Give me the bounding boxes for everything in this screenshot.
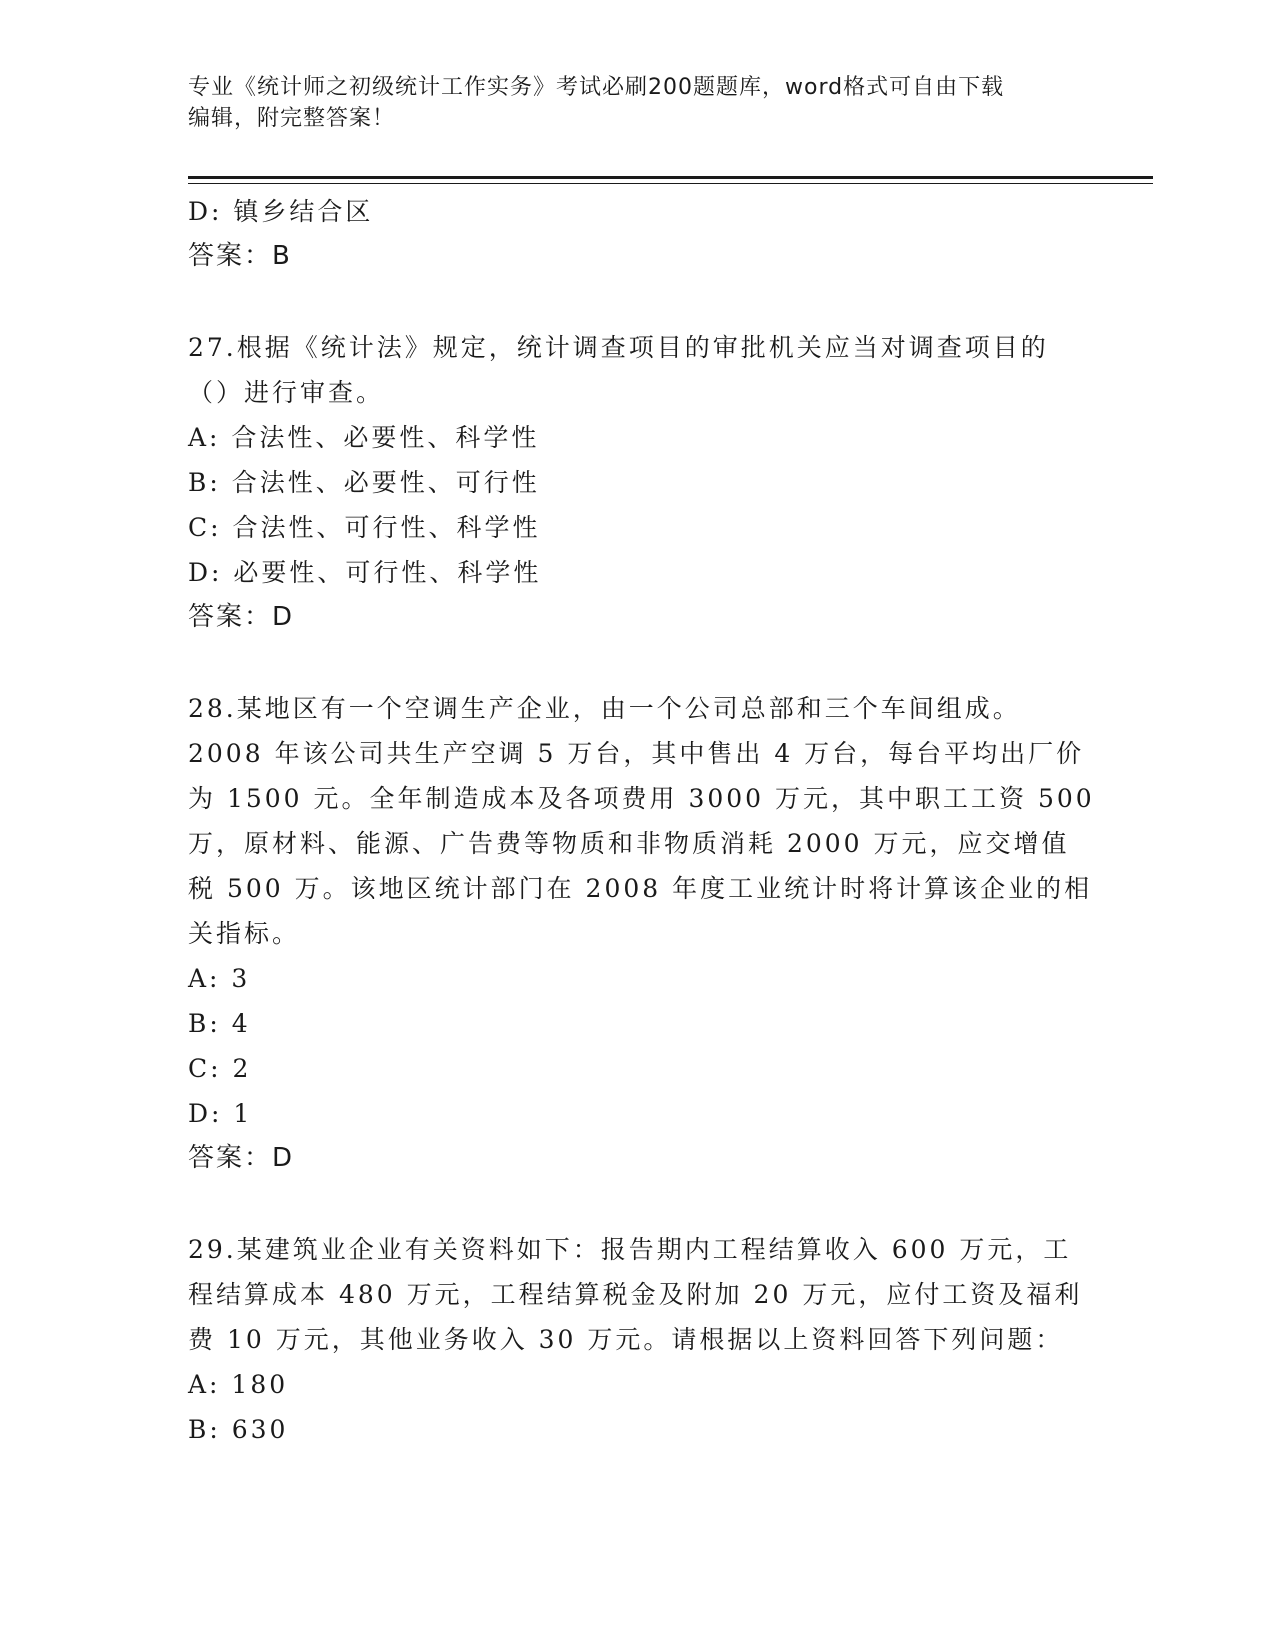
header-title-line-2: 编辑，附完整答案！ xyxy=(188,106,396,131)
question-28-stem-line-6: 关指标。 xyxy=(188,919,301,948)
question-28-answer: 答案：D xyxy=(188,1143,295,1173)
question-29-stem-line-3: 费 10 万元，其他业务收入 30 万元。请根据以上资料回答下列问题： xyxy=(188,1325,1064,1354)
question-28-stem-line-3: 为 1500 元。全年制造成本及各项费用 3000 万元，其中职工工资 500 xyxy=(188,784,1095,813)
question-27-option-a: A: 合法性、必要性、科学性 xyxy=(188,423,540,452)
question-content xyxy=(188,189,1095,1452)
question-29 xyxy=(188,1227,1083,1452)
prev-option-d: D: 镇乡结合区 xyxy=(188,197,374,226)
question-27-stem-line-1: 27.根据《统计法》规定，统计调查项目的审批机关应当对调查项目的 xyxy=(188,333,1049,362)
page-header xyxy=(188,72,1068,134)
spacer xyxy=(188,640,1068,686)
question-28-stem-line-2: 2008 年该公司共生产空调 5 万台，其中售出 4 万台，每台平均出厂价 xyxy=(188,739,1085,768)
question-28-option-d: D: 1 xyxy=(188,1099,253,1128)
question-28-stem-line-4: 万，原材料、能源、广告费等物质和非物质消耗 2000 万元，应交增值 xyxy=(188,829,1070,858)
question-28 xyxy=(188,686,1095,1181)
question-27-option-b: B: 合法性、必要性、可行性 xyxy=(188,468,540,497)
question-29-option-b: B: 630 xyxy=(188,1415,289,1444)
question-27-option-d: D: 必要性、可行性、科学性 xyxy=(188,558,542,587)
question-29-stem-line-1: 29.某建筑业企业有关资料如下：报告期内工程结算收入 600 万元，工 xyxy=(188,1235,1072,1264)
question-27-stem-line-2: （）进行审查。 xyxy=(188,378,385,407)
question-28-stem-line-1: 28.某地区有一个空调生产企业，由一个公司总部和三个车间组成。 xyxy=(188,694,1021,723)
header-title-line-1: 专业《统计师之初级统计工作实务》考试必刷200题题库，word格式可自由下载 xyxy=(188,75,1005,100)
question-27 xyxy=(188,325,1068,640)
question-29-option-a: A: 180 xyxy=(188,1370,289,1399)
spacer xyxy=(188,1181,1068,1227)
question-27-answer: 答案：D xyxy=(188,602,295,632)
header-rule-thin xyxy=(188,183,1153,184)
question-28-option-c: C: 2 xyxy=(188,1054,252,1083)
spacer xyxy=(188,279,1068,325)
question-28-option-b: B: 4 xyxy=(188,1009,251,1038)
prev-answer: 答案：B xyxy=(188,241,292,271)
question-29-stem-line-2: 程结算成本 480 万元，工程结算税金及附加 20 万元，应付工资及福利 xyxy=(188,1280,1083,1309)
header-rule-thick xyxy=(188,176,1153,179)
question-28-stem-line-5: 税 500 万。该地区统计部门在 2008 年度工业统计时将计算该企业的相 xyxy=(188,874,1093,903)
question-27-option-c: C: 合法性、可行性、科学性 xyxy=(188,513,541,542)
question-28-option-a: A: 3 xyxy=(188,964,251,993)
